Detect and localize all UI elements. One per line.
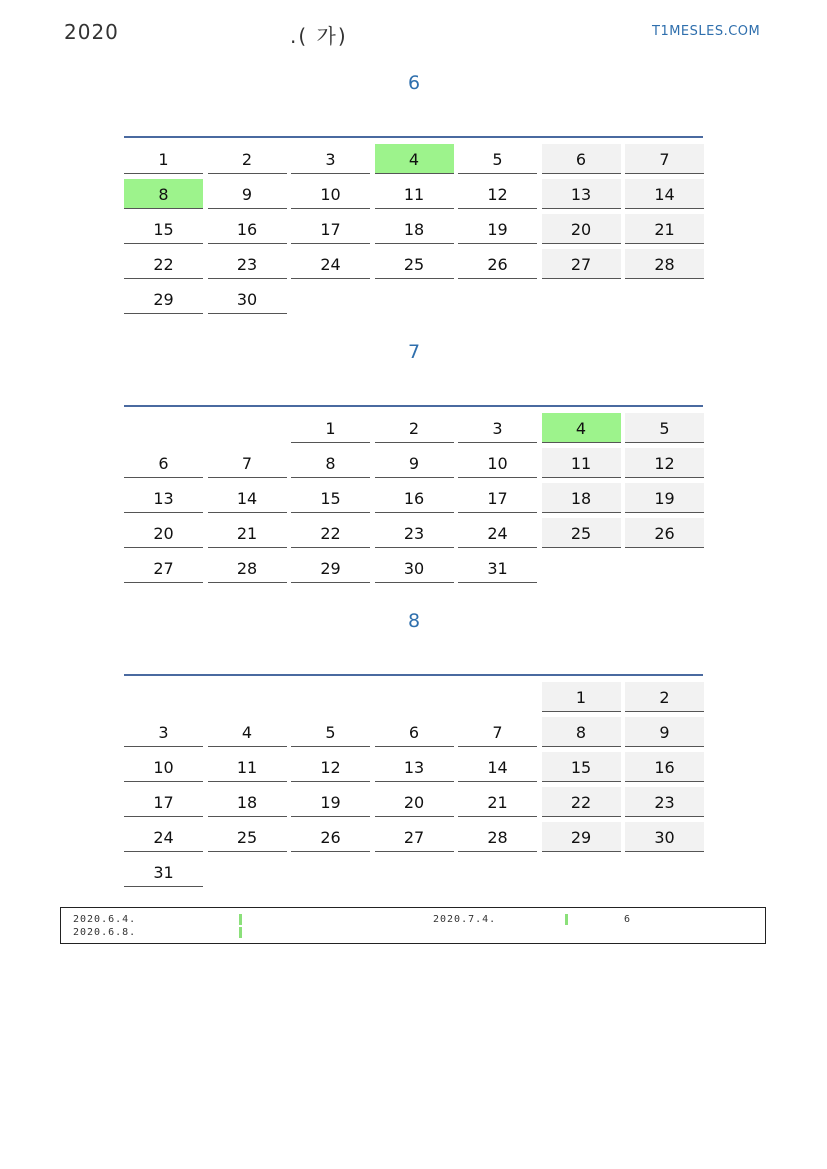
day-cell: 23 bbox=[208, 249, 287, 279]
day-cell: 24 bbox=[124, 822, 203, 852]
day-cell: 21 bbox=[208, 518, 287, 548]
day-cell: 14 bbox=[208, 483, 287, 513]
day-cell: 10 bbox=[124, 752, 203, 782]
day-cell: 3 bbox=[124, 717, 203, 747]
day-cell: 11 bbox=[375, 179, 454, 209]
month-grid bbox=[124, 144, 704, 314]
holiday-day-cell: 8 bbox=[124, 179, 203, 209]
weekend-day-cell: 30 bbox=[625, 822, 704, 852]
weekend-day-cell: 27 bbox=[542, 249, 621, 279]
day-cell: 7 bbox=[208, 448, 287, 478]
empty-cell bbox=[208, 857, 287, 887]
day-cell: 29 bbox=[124, 284, 203, 314]
weekend-day-cell: 26 bbox=[625, 518, 704, 548]
weekend-day-cell: 16 bbox=[625, 752, 704, 782]
weekend-day-cell: 21 bbox=[625, 214, 704, 244]
weekend-day-cell: 25 bbox=[542, 518, 621, 548]
day-cell: 20 bbox=[124, 518, 203, 548]
holiday-swatch bbox=[239, 914, 242, 925]
day-cell: 12 bbox=[291, 752, 370, 782]
empty-cell bbox=[458, 857, 537, 887]
empty-cell bbox=[208, 413, 287, 443]
weekend-day-cell: 18 bbox=[542, 483, 621, 513]
weekend-day-cell: 22 bbox=[542, 787, 621, 817]
day-cell: 16 bbox=[208, 214, 287, 244]
month-june bbox=[124, 72, 704, 322]
day-cell: 24 bbox=[291, 249, 370, 279]
weekend-day-cell: 6 bbox=[542, 144, 621, 174]
weekend-day-cell: 5 bbox=[625, 413, 704, 443]
day-cell: 7 bbox=[458, 717, 537, 747]
day-cell: 10 bbox=[458, 448, 537, 478]
weekend-day-cell: 12 bbox=[625, 448, 704, 478]
day-cell: 15 bbox=[124, 214, 203, 244]
empty-cell bbox=[458, 284, 537, 314]
day-cell: 4 bbox=[208, 717, 287, 747]
day-cell: 1 bbox=[124, 144, 203, 174]
day-cell: 15 bbox=[291, 483, 370, 513]
holiday-day-cell: 4 bbox=[542, 413, 621, 443]
weekend-day-cell: 13 bbox=[542, 179, 621, 209]
empty-cell bbox=[542, 553, 621, 583]
day-cell: 21 bbox=[458, 787, 537, 817]
day-cell: 30 bbox=[208, 284, 287, 314]
site-link[interactable]: T1MESLES.COM bbox=[652, 24, 761, 39]
month-rule bbox=[124, 405, 703, 407]
day-cell: 17 bbox=[124, 787, 203, 817]
day-cell: 2 bbox=[208, 144, 287, 174]
weekend-day-cell: 28 bbox=[625, 249, 704, 279]
month-rule bbox=[124, 674, 703, 676]
weekend-day-cell: 2 bbox=[625, 682, 704, 712]
holiday-swatch bbox=[239, 927, 242, 938]
day-cell: 29 bbox=[291, 553, 370, 583]
day-cell: 10 bbox=[291, 179, 370, 209]
day-cell: 8 bbox=[291, 448, 370, 478]
empty-cell bbox=[542, 284, 621, 314]
month-august bbox=[124, 610, 704, 900]
day-cell: 16 bbox=[375, 483, 454, 513]
day-cell: 26 bbox=[291, 822, 370, 852]
day-cell: 22 bbox=[124, 249, 203, 279]
day-cell: 3 bbox=[291, 144, 370, 174]
legend-date: 2020.7.4. bbox=[433, 914, 497, 925]
day-cell: 19 bbox=[458, 214, 537, 244]
day-cell: 6 bbox=[124, 448, 203, 478]
day-cell: 27 bbox=[124, 553, 203, 583]
empty-cell bbox=[124, 413, 203, 443]
month-grid bbox=[124, 413, 704, 583]
weekend-day-cell: 23 bbox=[625, 787, 704, 817]
day-cell: 28 bbox=[458, 822, 537, 852]
month-title: 6 bbox=[407, 72, 421, 94]
day-cell: 13 bbox=[124, 483, 203, 513]
page-year: 2020 bbox=[64, 20, 119, 44]
weekend-day-cell: 11 bbox=[542, 448, 621, 478]
day-cell: 27 bbox=[375, 822, 454, 852]
day-cell: 24 bbox=[458, 518, 537, 548]
day-cell: 18 bbox=[375, 214, 454, 244]
empty-cell bbox=[291, 857, 370, 887]
empty-cell bbox=[124, 682, 203, 712]
day-cell: 23 bbox=[375, 518, 454, 548]
empty-cell bbox=[542, 857, 621, 887]
empty-cell bbox=[375, 284, 454, 314]
empty-cell bbox=[375, 857, 454, 887]
weekend-day-cell: 20 bbox=[542, 214, 621, 244]
empty-cell bbox=[208, 682, 287, 712]
day-cell: 6 bbox=[375, 717, 454, 747]
day-cell: 17 bbox=[458, 483, 537, 513]
weekend-day-cell: 15 bbox=[542, 752, 621, 782]
day-cell: 12 bbox=[458, 179, 537, 209]
day-cell: 31 bbox=[124, 857, 203, 887]
day-cell: 20 bbox=[375, 787, 454, 817]
day-cell: 31 bbox=[458, 553, 537, 583]
day-cell: 5 bbox=[291, 717, 370, 747]
day-cell: 18 bbox=[208, 787, 287, 817]
month-grid bbox=[124, 682, 704, 887]
day-cell: 13 bbox=[375, 752, 454, 782]
month-title: 8 bbox=[407, 610, 421, 632]
weekend-day-cell: 19 bbox=[625, 483, 704, 513]
empty-cell bbox=[458, 682, 537, 712]
legend-note: 6 bbox=[624, 914, 632, 925]
empty-cell bbox=[625, 284, 704, 314]
empty-cell bbox=[291, 284, 370, 314]
day-cell: 9 bbox=[375, 448, 454, 478]
month-title: 7 bbox=[407, 341, 421, 363]
holiday-swatch bbox=[565, 914, 568, 925]
month-july bbox=[124, 341, 704, 591]
day-cell: 1 bbox=[291, 413, 370, 443]
empty-cell bbox=[291, 682, 370, 712]
day-cell: 5 bbox=[458, 144, 537, 174]
weekend-day-cell: 9 bbox=[625, 717, 704, 747]
holiday-legend bbox=[60, 907, 766, 944]
day-cell: 19 bbox=[291, 787, 370, 817]
weekend-day-cell: 7 bbox=[625, 144, 704, 174]
day-cell: 11 bbox=[208, 752, 287, 782]
legend-date: 2020.6.8. bbox=[73, 927, 137, 938]
day-cell: 28 bbox=[208, 553, 287, 583]
month-rule bbox=[124, 136, 703, 138]
day-cell: 14 bbox=[458, 752, 537, 782]
empty-cell bbox=[625, 857, 704, 887]
empty-cell bbox=[375, 682, 454, 712]
weekend-day-cell: 29 bbox=[542, 822, 621, 852]
empty-cell bbox=[625, 553, 704, 583]
day-cell: 25 bbox=[208, 822, 287, 852]
day-cell: 26 bbox=[458, 249, 537, 279]
day-cell: 17 bbox=[291, 214, 370, 244]
day-cell: 3 bbox=[458, 413, 537, 443]
day-cell: 22 bbox=[291, 518, 370, 548]
day-cell: 30 bbox=[375, 553, 454, 583]
legend-date: 2020.6.4. bbox=[73, 914, 137, 925]
day-cell: 25 bbox=[375, 249, 454, 279]
day-cell: 9 bbox=[208, 179, 287, 209]
holiday-day-cell: 4 bbox=[375, 144, 454, 174]
weekend-day-cell: 14 bbox=[625, 179, 704, 209]
weekend-day-cell: 8 bbox=[542, 717, 621, 747]
weekend-day-cell: 1 bbox=[542, 682, 621, 712]
page-country-title: .( 가) bbox=[290, 24, 348, 48]
day-cell: 2 bbox=[375, 413, 454, 443]
